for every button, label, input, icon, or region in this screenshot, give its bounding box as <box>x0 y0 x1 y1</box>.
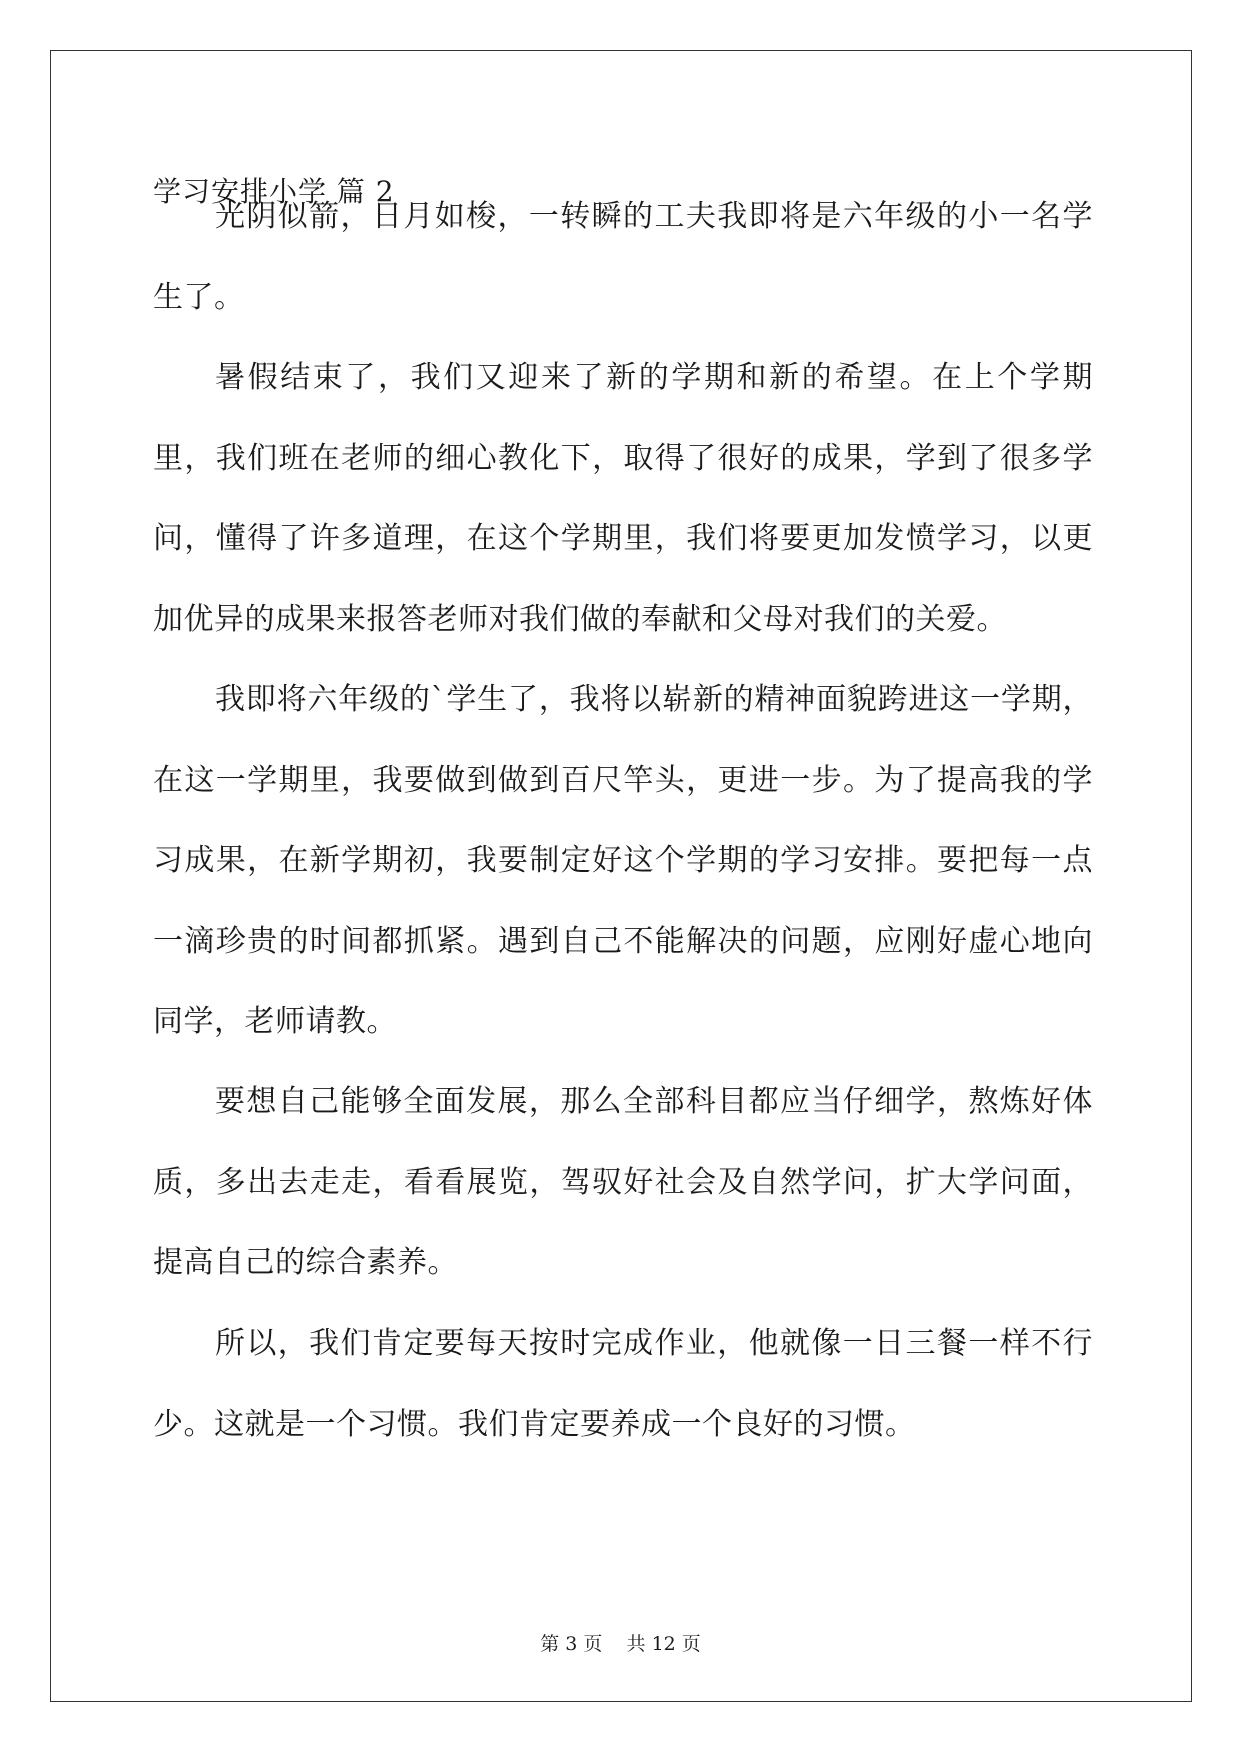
paragraph-1: 光阴似箭，日月如梭，一转瞬的工夫我即将是六年级的小一名学生了。 <box>153 199 1093 315</box>
paragraph-5: 所以，我们肯定要每天按时完成作业，他就像一日三餐一样不行少。这就是一个习惯。我们肯定要养成一个良好的习惯。 <box>153 1326 1093 1442</box>
paragraph-3: 我即将六年级的`学生了，我将以崭新的精神面貌跨进这一学期，在这一学期里，我要做到做到百尺竿头，更进一步。为了提高我的学习成果，在新学期初，我要制定好这个学期的学习安排。要把每一点一滴珍贵的时间都抓紧。遇到自己不能解决的问题，应刚好虚心地向同学，老师请教。 <box>153 682 1093 1039</box>
document-heading: 学习安排小学 篇 2 <box>153 175 395 208</box>
paragraph-4: 要想自己能够全面发展，那么全部科目都应当仔细学，熬炼好体质，多出去走走，看看展览，驾驭好社会及自然学问，扩大学问面，提高自己的综合素养。 <box>153 1084 1093 1280</box>
paragraph-2: 暑假结束了，我们又迎来了新的学期和新的希望。在上个学期里，我们班在老师的细心教化下，取得了很好的成果，学到了很多学问，懂得了许多道理，在这个学期里，我们将要更加发愤学习，以更加优异的成果来报答老师对我们做的奉献和父母对我们的关爱。 <box>153 360 1093 637</box>
page-footer: 第 3 页 共 12 页 <box>540 1633 701 1655</box>
